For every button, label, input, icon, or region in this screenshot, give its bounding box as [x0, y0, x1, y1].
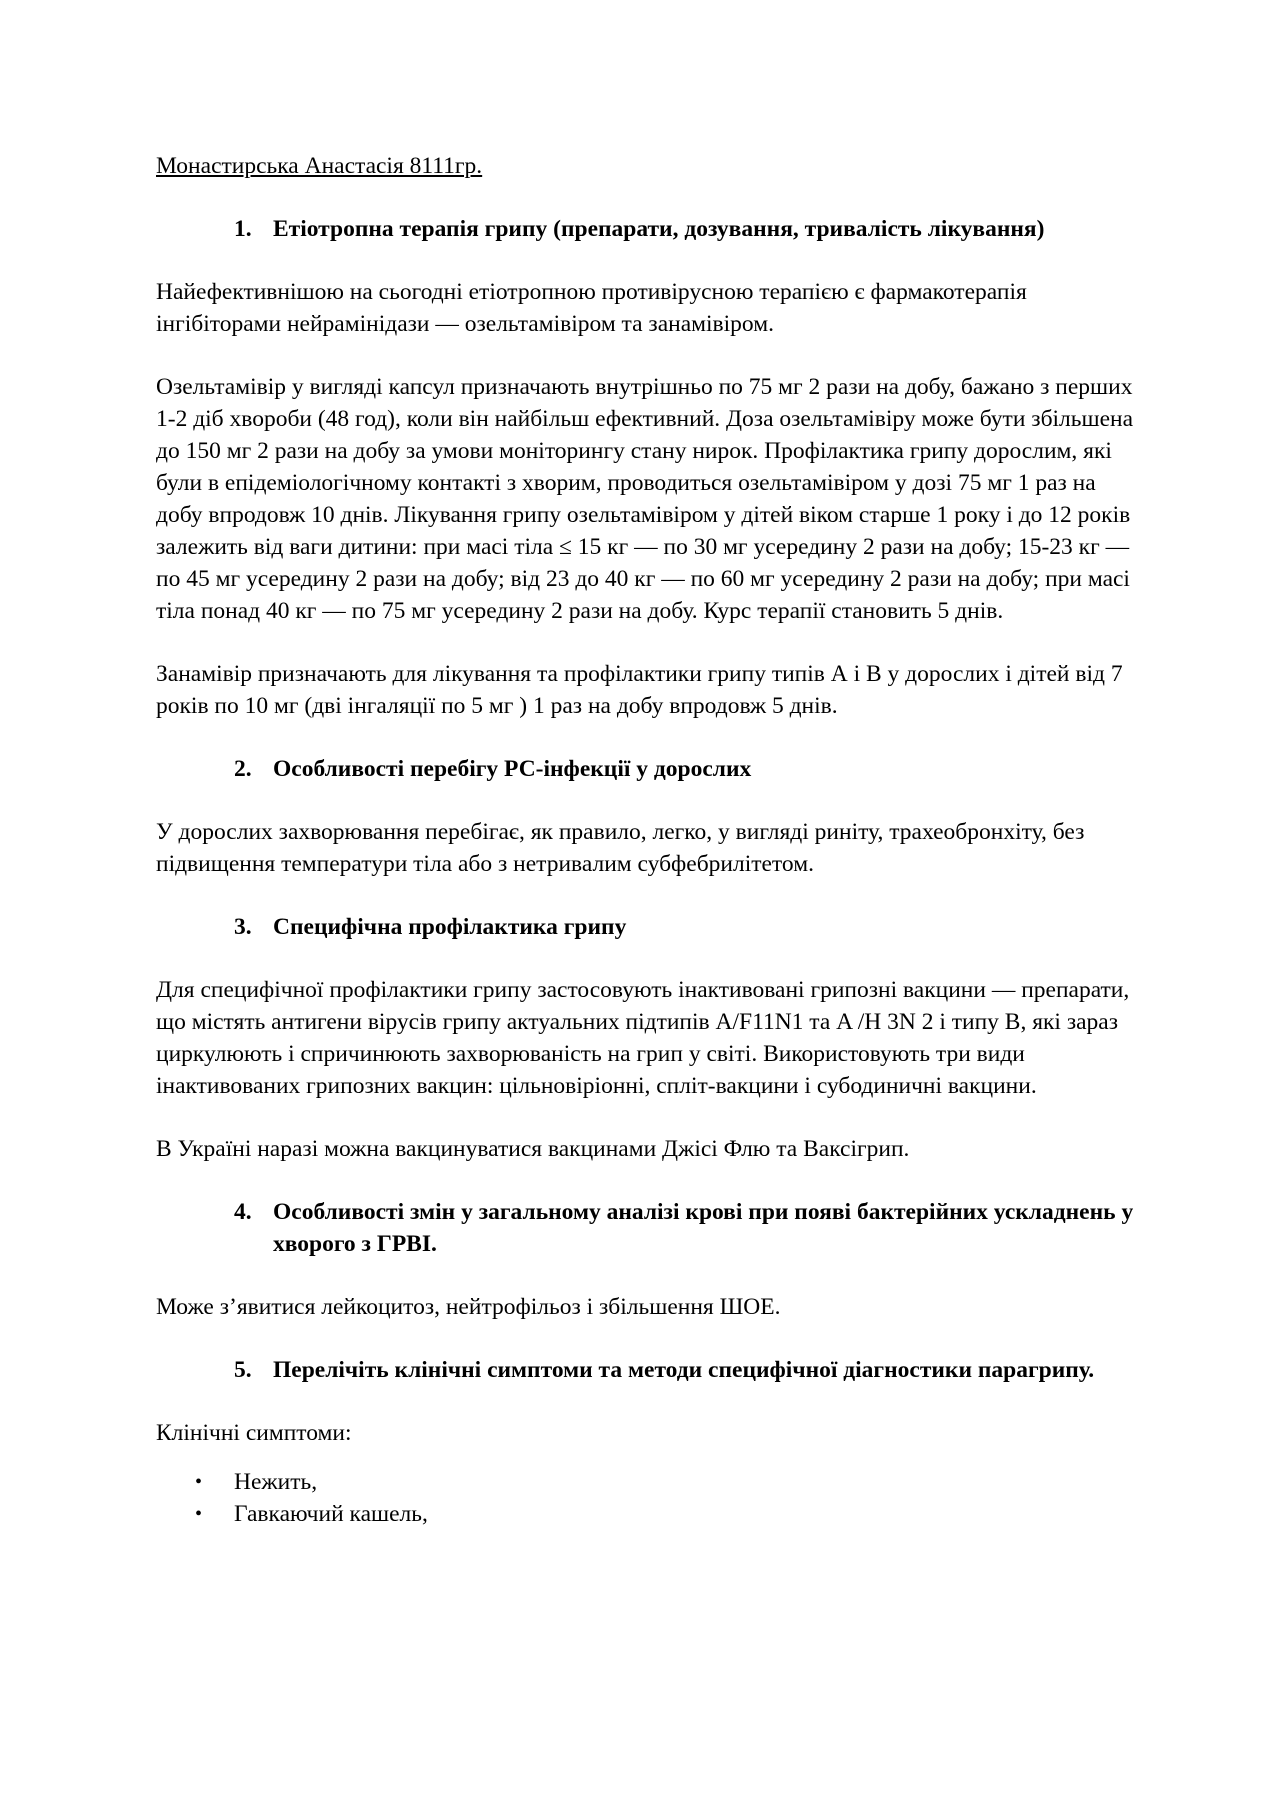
bullet-icon: •: [195, 1503, 203, 1525]
list-item: [156, 1466, 1136, 1498]
list-item: [156, 1498, 1136, 1530]
section-2-paragraph-1: У дорослих захворювання перебігає, як правило, легко, у вигляді риніту, трахеобронхіту, без підвищення температури тіла або з нетривалим субфебрилітетом.: [156, 819, 1085, 877]
section-number-4: 4.: [234, 1199, 252, 1225]
section-title-1: Етіотропна терапія грипу (препарати, дозування, тривалість лікування): [273, 216, 1045, 242]
section-5-paragraph-1: Клінічні симптоми:: [156, 1420, 352, 1446]
bullet-icon: •: [195, 1471, 203, 1493]
section-number-5: 5.: [234, 1357, 252, 1383]
list-item-text: Нежить,: [234, 1469, 318, 1495]
section-1-paragraph-2: Озельтамівір у вигляді капсул призначають внутрішньо по 75 мг 2 рази на добу, бажано з перших 1-2 діб хвороби (48 год), коли він найбільш ефективний. Доза озельтамівіру може бути збільшена до 150 мг 2 рази на добу за умови моніторингу стану нирок. Профілактика грипу дорослим, які були в епідеміологічному контакті з хворим, проводиться озельтамівіром у дозі 75 мг 1 раз на добу впродовж 10 днів. Лікування грипу озельтамівіром у дітей віком старше 1 року і до 12 років залежить від ваги дитини: при масі тіла ≤ 15 кг — по 30 мг усередину 2 рази на добу; 15-23 кг — по 45 мг усередину 2 рази на добу; від 23 до 40 кг — по 60 мг усередину 2 рази на добу; при масі тіла понад 40 кг — по 75 мг усередину 2 рази на добу. Курс терапії становить 5 днів.: [156, 374, 1134, 624]
section-1-paragraph-1: Найефективнішою на сьогодні етіотропною противірусною терапією є фармакотерапія інгібіторами нейрамінідази — озельтамівіром та занамівіром.: [156, 279, 1027, 337]
section-heading-3: [156, 911, 1136, 943]
section-heading-4: [156, 1196, 1136, 1260]
section-3-paragraph-1: Для специфічної профілактики грипу застосовують інактивовані грипозні вакцини — препарати, що містять антигени вірусів грипу актуальних підтипів A/F11N1 та A /H 3N 2 і типу B, які зараз циркулюють і спричинюють захворюваність на грип у світі. Використовують три види інактивованих грипозних вакцин: цільновіріонні, спліт-вакцини і субодиничні вакцини.: [156, 977, 1130, 1099]
section-title-2: Особливості перебігу РС-інфекції у дорослих: [273, 756, 752, 782]
section-3-paragraph-2: В Україні наразі можна вакцинуватися вакцинами Джісі Флю та Ваксігрип.: [156, 1136, 910, 1162]
section-number-3: 3.: [234, 914, 252, 940]
section-heading-1: [156, 213, 1136, 245]
symptoms-list: [156, 1466, 1136, 1530]
section-1-paragraph-3: Занамівір призначають для лікування та профілактики грипу типів А і В у дорослих і дітей від 7 років по 10 мг (дві інгаляції по 5 мг ) 1 раз на добу впродовж 5 днів.: [156, 661, 1123, 719]
document-page: [156, 150, 1136, 1530]
section-heading-5: [156, 1354, 1136, 1386]
section-title-5: Перелічіть клінічні симптоми та методи специфічної діагностики парагрипу.: [273, 1357, 1095, 1383]
list-item-text: Гавкаючий кашель,: [234, 1501, 428, 1527]
section-number-2: 2.: [234, 756, 252, 782]
section-title-3: Специфічна профілактика грипу: [273, 914, 627, 940]
section-title-4: Особливості змін у загальному аналізі крові при появі бактерійних ускладнень у хворого з ГРВІ.: [273, 1199, 1134, 1257]
section-heading-2: [156, 753, 1136, 785]
section-4-paragraph-1: Може з’явитися лейкоцитоз, нейтрофільоз і збільшення ШОЕ.: [156, 1294, 781, 1320]
author-line: Монастирська Анастасія 8111гр.: [156, 153, 483, 179]
section-number-1: 1.: [234, 216, 252, 242]
